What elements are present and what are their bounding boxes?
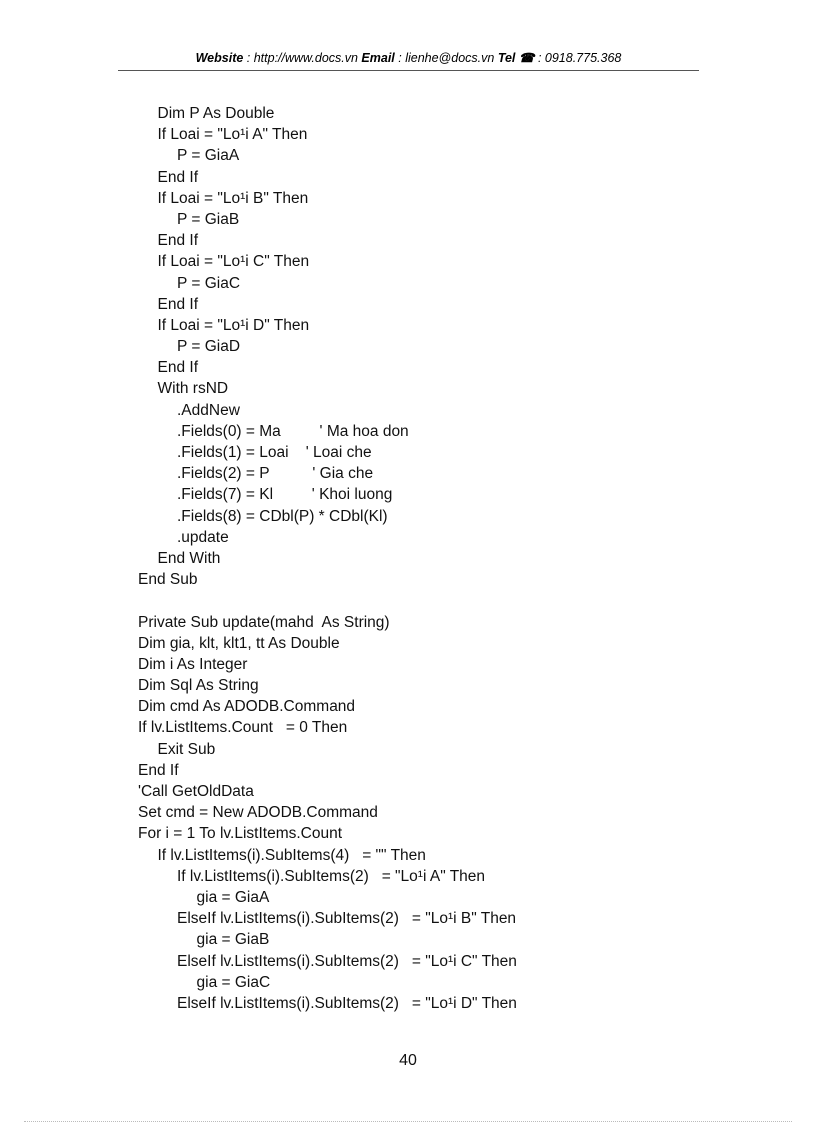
code-line: Dim gia, klt, klt1, tt As Double: [138, 634, 340, 652]
code-line: Dim Sql As String: [138, 677, 259, 695]
code-line: ElseIf lv.ListItems(i).SubItems(2) = "Lo¹i B" Then: [177, 910, 517, 928]
code-line: gia = GiaC: [196, 973, 271, 991]
code-line: gia = GiaA: [196, 888, 270, 906]
email-label: Email: [361, 51, 395, 65]
page-header: [118, 50, 699, 65]
email-value: : lienhe@docs.vn: [394, 51, 498, 65]
code-line: .Fields(8) = CDbl(P) * CDbl(Kl): [177, 507, 388, 525]
code-line: End With: [157, 549, 221, 567]
page-number: 40: [399, 1052, 417, 1069]
code-line: End If: [157, 359, 198, 377]
code-line: ElseIf lv.ListItems(i).SubItems(2) = "Lo¹i C" Then: [177, 952, 517, 970]
code-line: .AddNew: [177, 401, 240, 419]
code-line: With rsND: [157, 380, 229, 398]
phone-icon: ☎: [518, 51, 535, 65]
code-line: .Fields(0) = Ma ' Ma hoa don: [177, 422, 409, 440]
code-line: ElseIf lv.ListItems(i).SubItems(2) = "Lo¹i D" Then: [177, 994, 517, 1012]
code-line: If Loai = "Lo¹i B" Then: [157, 189, 309, 207]
code-line: Dim P As Double: [157, 105, 275, 122]
code-line: If lv.ListItems(i).SubItems(4) = "" Then: [157, 846, 426, 864]
code-line: If Loai = "Lo¹i D" Then: [157, 316, 310, 334]
code-line: [138, 590, 758, 611]
code-line: P = GiaC: [177, 274, 241, 292]
code-line: 'Call GetOldData: [138, 783, 254, 800]
website-label: Website: [195, 51, 244, 65]
tel-value: : 0918.775.368: [534, 51, 622, 65]
code-line: .update: [177, 528, 229, 546]
code-line: End Sub: [138, 571, 198, 589]
code-line: Exit Sub: [157, 740, 216, 758]
tel-label: Tel: [497, 51, 516, 65]
code-line: End If: [157, 168, 198, 186]
code-line: P = GiaA: [177, 147, 240, 165]
code-line: If Loai = "Lo¹i A" Then: [157, 126, 308, 144]
header-divider: [118, 70, 699, 71]
website-value: : http://www.docs.vn: [243, 51, 362, 65]
code-line: .Fields(1) = Loai ' Loai che: [177, 444, 372, 461]
code-line: Private Sub update(mahd As String): [138, 613, 390, 631]
code-line: Dim i As Integer: [138, 655, 248, 673]
code-line: P = GiaD: [177, 338, 241, 356]
code-line: If lv.ListItems(i).SubItems(2) = "Lo¹i A" Then: [177, 867, 486, 885]
code-line: Dim cmd As ADODB.Command: [138, 698, 356, 716]
code-line: Set cmd = New ADODB.Command: [138, 804, 378, 822]
code-line: .Fields(2) = P ' Gia che: [177, 465, 374, 483]
code-line: If lv.ListItems.Count = 0 Then: [138, 719, 348, 737]
code-line: End If: [138, 761, 179, 779]
page-bottom-border: [24, 1121, 792, 1122]
code-line: End If: [157, 232, 198, 250]
code-line: gia = GiaB: [196, 931, 270, 949]
code-line: End If: [157, 295, 198, 313]
code-line: For i = 1 To lv.ListItems.Count: [138, 825, 343, 843]
code-block: [138, 103, 758, 1014]
code-line: P = GiaB: [177, 210, 240, 228]
code-line: .Fields(7) = Kl ' Khoi luong: [177, 486, 393, 504]
code-line: If Loai = "Lo¹i C" Then: [157, 253, 310, 271]
